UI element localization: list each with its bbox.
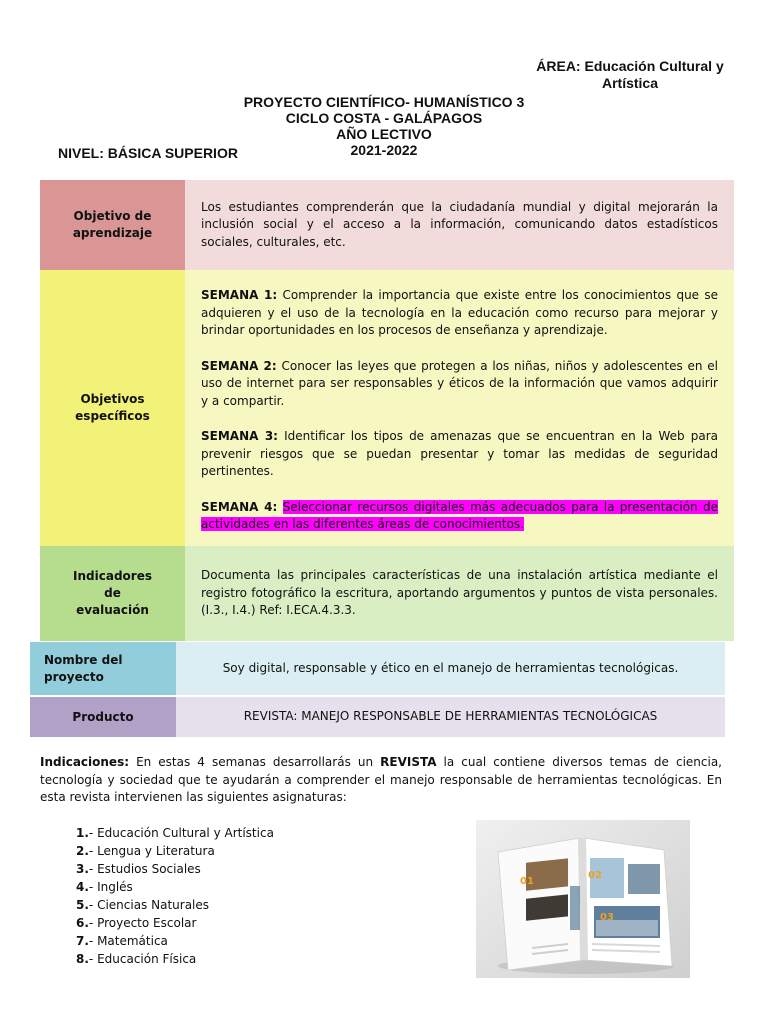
specific-objectives-body	[185, 270, 734, 546]
instructions-paragraph: Indicaciones: En estas 4 semanas desarrollarás un REVISTA la cual contiene diversos temas de ciencia, tecnología y sociedad que te ayudarán a comprender el manejo responsable de herramientas tecnológicas. En esta revista intervienen las siguientes asignaturas:	[40, 755, 722, 804]
page-number-2: 02	[588, 870, 602, 881]
week-2: SEMANA 2: Conocer las leyes que protegen a los niñas, niños y adolescentes en el uso de internet para ser responsables y éticos de la información que vamos adquirir y a compartir.	[201, 358, 718, 408]
school-year-value: 2021-2022	[350, 142, 418, 158]
project-name-row	[30, 642, 725, 695]
week-4: SEMANA 4: Seleccionar recursos digitales más adecuados para la presentación de actividades en las diferentes áreas de conocimientos.	[201, 499, 718, 531]
learning-objective-label: Objetivo de aprendizaje	[40, 180, 185, 270]
cycle-title: CICLO COSTA - GALÁPAGOS	[285, 110, 483, 126]
product-row	[30, 697, 725, 737]
evaluation-indicators-label: Indicadores de evaluación	[40, 546, 185, 641]
list-item: 8.- Educación Física	[76, 952, 197, 966]
area-heading	[500, 58, 760, 92]
list-item: 2.- Lengua y Literatura	[76, 844, 215, 858]
magazine-illustration	[476, 820, 690, 978]
list-item: 1.- Educación Cultural y Artística	[76, 826, 274, 840]
list-item: 4.- Inglés	[76, 880, 133, 894]
area-line-2: Artística	[601, 75, 659, 91]
week-1: SEMANA 1: Comprender la importancia que existe entre los conocimientos que se adquieren y el uso de la tecnología en la educación como recurso para mejorar y brindar oportunidades en los procesos de enseñanza y aprendizaje.	[201, 288, 718, 337]
school-year-label: AÑO LECTIVO	[336, 126, 432, 142]
learning-objective-text: Los estudiantes comprenderán que la ciudadanía mundial y digital mejorarán la inclusión social y el acceso a la información, comunicando datos estadísticos sociales, culturales, etc.	[185, 180, 734, 270]
project-title: PROYECTO CIENTÍFICO- HUMANÍSTICO 3	[243, 94, 525, 110]
project-title-block	[184, 94, 584, 158]
area-line-1: ÁREA: Educación Cultural y	[536, 58, 724, 74]
specific-objectives-label: Objetivos específicos	[40, 270, 185, 546]
product-text: REVISTA: MANEJO RESPONSABLE DE HERRAMIENTAS TECNOLÓGICAS	[176, 697, 725, 737]
page-number-1: 01	[520, 876, 534, 887]
nivel-label: NIVEL: BÁSICA SUPERIOR	[58, 145, 238, 161]
highlighted-text: Seleccionar recursos digitales más adecuados para la presentación de actividades en las diferentes áreas de conocimientos.	[201, 499, 718, 531]
evaluation-indicators-text: Documenta las principales características de una instalación artística mediante el registro fotográfico la escritura, aportando argumentos y puntos de vista personales. (I.3., I.4.) Ref: I.ECA.4.3.3.	[185, 546, 734, 641]
evaluation-indicators-row	[40, 546, 734, 641]
project-name-text: Soy digital, responsable y ético en el manejo de herramientas tecnológicas.	[176, 642, 725, 695]
learning-objective-row	[40, 180, 734, 270]
product-label: Producto	[30, 697, 176, 737]
week-3: SEMANA 3: Identificar los tipos de amenazas que se encuentran en la Web para prevenir riesgos que se puedan presentar y tomar las medidas de seguridad pertinentes.	[201, 429, 718, 478]
subject-list	[76, 824, 274, 968]
magazine-image	[476, 820, 690, 978]
list-item: 3.- Estudios Sociales	[76, 862, 201, 876]
list-item: 6.- Proyecto Escolar	[76, 916, 197, 930]
list-item: 5.- Ciencias Naturales	[76, 898, 210, 912]
project-name-label: Nombre del proyecto	[30, 642, 176, 695]
list-item: 7.- Matemática	[76, 934, 168, 948]
page-number-3: 03	[600, 912, 614, 923]
specific-objectives-row	[40, 270, 734, 546]
